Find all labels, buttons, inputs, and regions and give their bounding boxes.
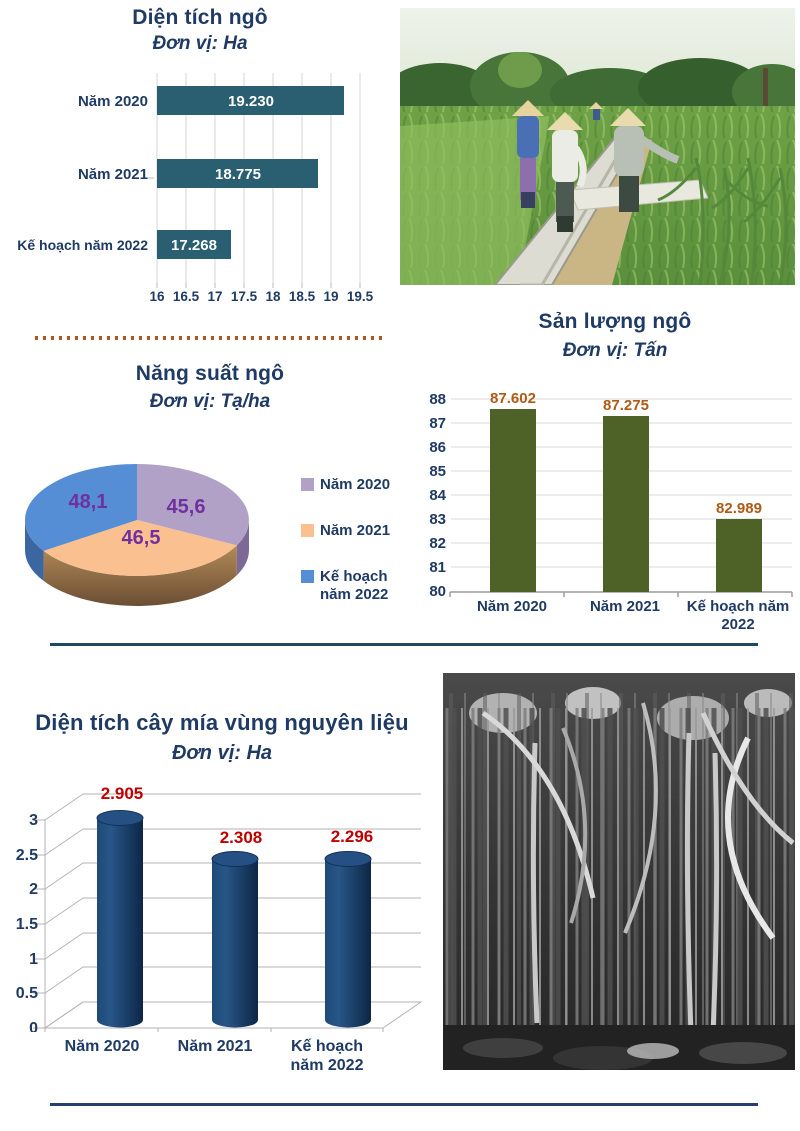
sc-ytick-1-5: 1.5	[15, 916, 38, 933]
cat-2020: Năm 2020	[77, 93, 148, 110]
corn-production-unit: Đơn vị: Tấn	[562, 340, 668, 361]
corn-production-chart	[420, 385, 800, 611]
sc-cat-2022: Kế hoạch năm 2022	[290, 1038, 364, 1074]
ytick-87: 87	[429, 415, 446, 432]
sc-cat-2021: Năm 2021	[177, 1038, 253, 1055]
sc-value-2022: 2.296	[330, 827, 374, 846]
ytick-88: 88	[429, 391, 446, 408]
ytick-86: 86	[429, 439, 446, 456]
prod-value-2020: 87.602	[490, 390, 536, 407]
prod-cat-2022: Kế hoạch năm 2022	[686, 598, 790, 633]
corn-area-chart	[0, 60, 398, 308]
legend-swatch-2020	[301, 478, 314, 491]
sugarcane-chart	[0, 780, 445, 1032]
prod-bar-2020	[490, 409, 536, 592]
prod-bar-2021	[603, 416, 649, 592]
dotted-divider	[35, 336, 385, 340]
bar-value-2022: 17.268	[171, 237, 217, 254]
corn-field-workers-photo	[400, 8, 795, 285]
pie-value-2020: 45,6	[166, 496, 206, 518]
ytick-83: 83	[429, 511, 446, 528]
sugarcane-unit: Đơn vị: Ha	[171, 742, 273, 764]
legend-label-2021: Năm 2021	[320, 522, 391, 539]
sc-ytick-2: 2	[29, 881, 38, 898]
sugarcane-field-photo	[443, 673, 795, 1070]
prod-value-2022: 82.989	[716, 500, 762, 517]
sc-ytick-2-5: 2.5	[15, 847, 38, 864]
xtick-18-5: 18.5	[288, 289, 316, 304]
sugarcane-title: Diện tích cây mía vùng nguyên liệu	[35, 710, 409, 735]
prod-bar-2022	[716, 519, 762, 592]
legend-swatch-2022	[301, 570, 314, 583]
legend-swatch-2021	[301, 524, 314, 537]
sc-ytick-0-5: 0.5	[15, 985, 38, 1002]
cylinder-2022	[325, 852, 371, 1028]
xtick-17-5: 17.5	[230, 289, 258, 304]
cat-2021: Năm 2021	[77, 166, 148, 183]
pie-slices	[25, 464, 249, 576]
xtick-19-5: 19.5	[346, 289, 374, 304]
sc-value-2021: 2.308	[219, 828, 263, 847]
bar-value-2021: 18.775	[215, 166, 261, 183]
corn-yield-title: Năng suất ngô	[135, 362, 285, 385]
middle-divider	[50, 643, 758, 646]
cylinder-2021	[212, 852, 258, 1028]
prod-cat-2020: Năm 2020	[476, 598, 548, 615]
xtick-18: 18	[265, 289, 281, 304]
corn-yield-unit: Đơn vị: Tạ/ha	[149, 391, 271, 412]
bottom-divider	[50, 1103, 758, 1106]
legend-item-2020	[301, 476, 397, 494]
legend-label-2022: Kế hoạch năm 2022	[320, 568, 389, 603]
ytick-80: 80	[429, 583, 446, 600]
ytick-82: 82	[429, 535, 446, 552]
xtick-17: 17	[207, 289, 223, 304]
corn-yield-pie-chart	[0, 440, 295, 640]
cat-2022: Kế hoạch năm 2022	[17, 237, 148, 253]
legend-item-2021	[301, 522, 397, 540]
sc-value-2020: 2.905	[100, 784, 144, 803]
sc-ytick-1: 1	[29, 951, 38, 968]
legend-label-2020: Năm 2020	[320, 476, 391, 493]
xtick-16: 16	[149, 289, 165, 304]
xtick-19: 19	[323, 289, 339, 304]
ytick-84: 84	[429, 487, 446, 504]
prod-cat-2021: Năm 2021	[589, 598, 661, 615]
legend-item-2022	[301, 568, 393, 604]
bar-value-2020: 19.230	[228, 93, 274, 110]
corn-production-axis	[450, 592, 792, 597]
pie-value-2022: 48,1	[68, 491, 108, 513]
sc-ytick-3: 3	[29, 812, 38, 829]
prod-value-2021: 87.275	[603, 397, 649, 414]
sc-cat-2020: Năm 2020	[64, 1038, 140, 1055]
corn-production-title: Sản lượng ngô	[538, 310, 692, 333]
xtick-16-5: 16.5	[172, 289, 200, 304]
sc-ytick-0: 0	[29, 1020, 38, 1032]
cylinder-2020	[97, 811, 143, 1028]
pie-value-2021: 46,5	[121, 527, 161, 549]
ytick-81: 81	[429, 559, 446, 576]
ytick-85: 85	[429, 463, 446, 480]
corn-area-title: Diện tích ngô	[132, 6, 268, 29]
corn-area-unit: Đơn vị: Ha	[152, 33, 248, 54]
